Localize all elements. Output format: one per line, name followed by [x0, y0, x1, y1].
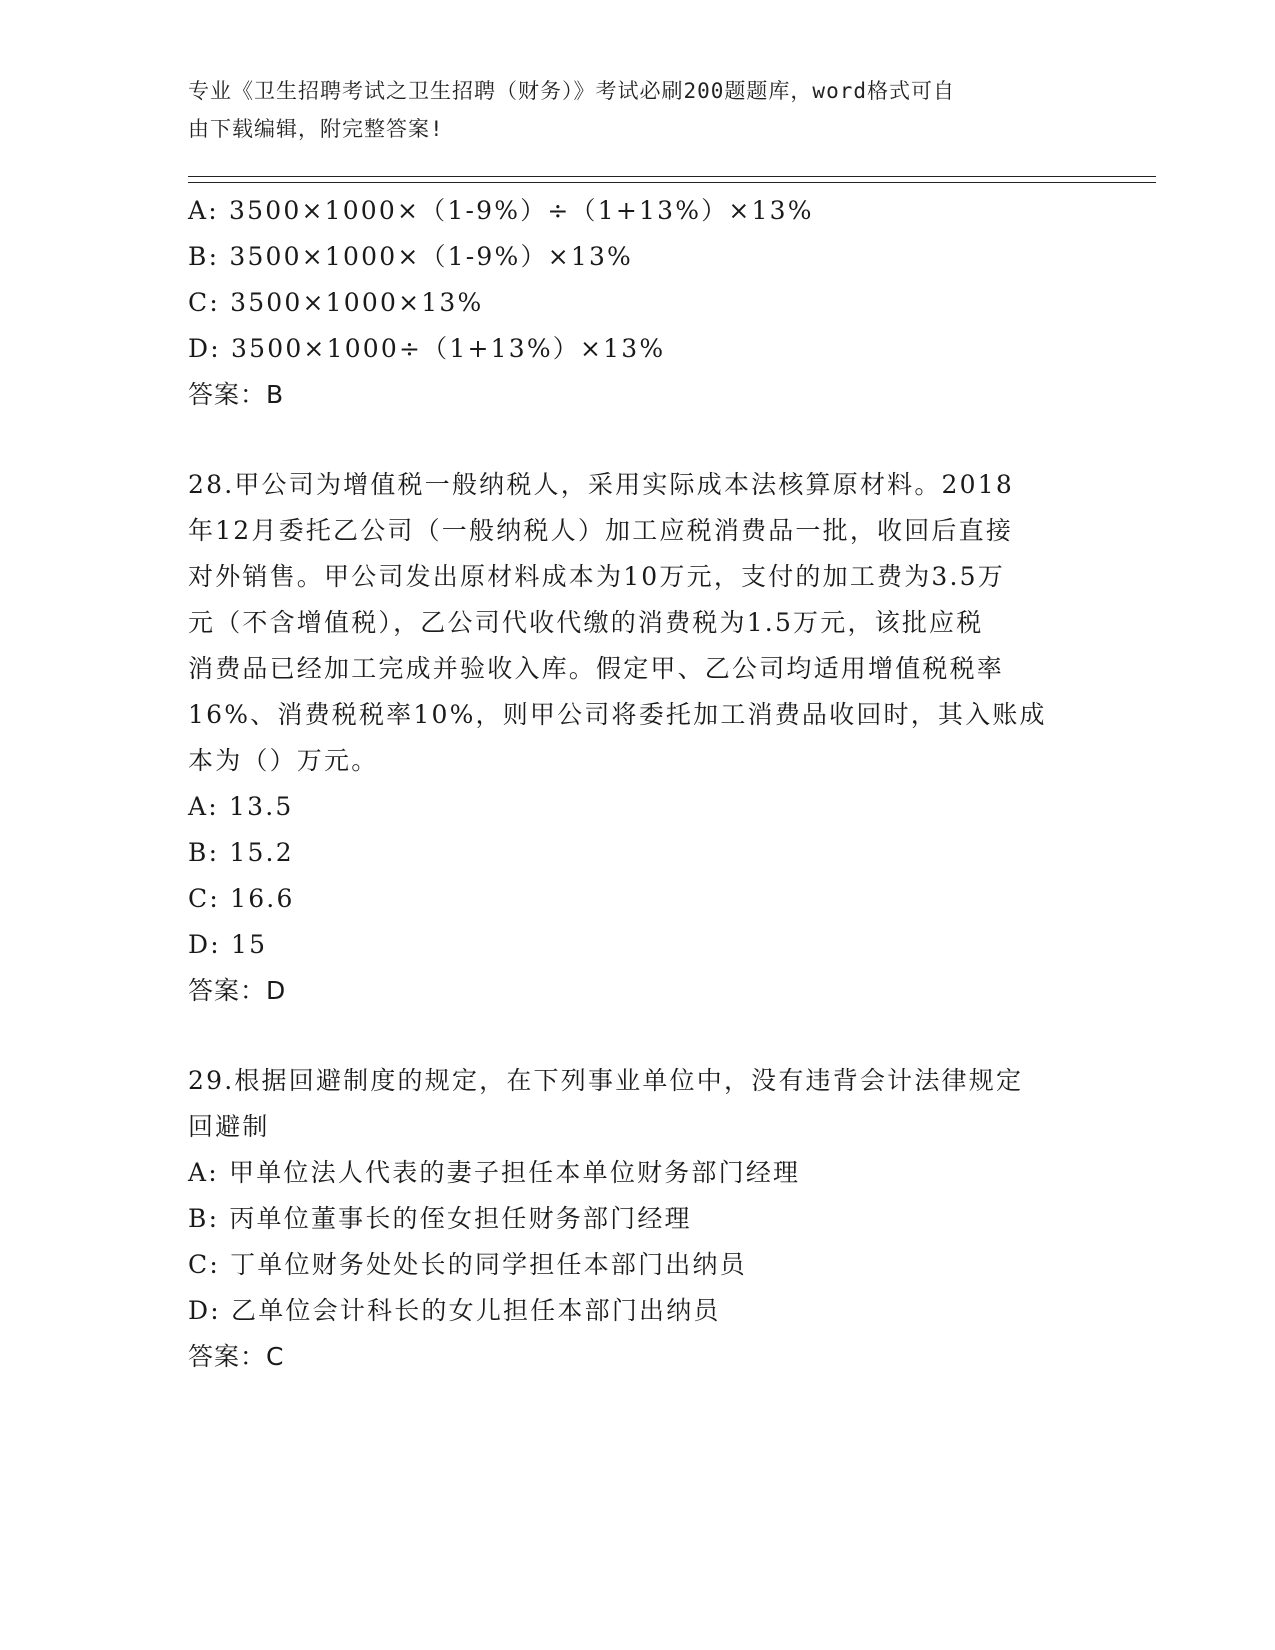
- spacer: [188, 418, 1088, 462]
- q28-option-d: D: 15: [188, 930, 268, 959]
- q28-stem-line: 28.甲公司为增值税一般纳税人，采用实际成本法核算原材料。2018: [188, 470, 1014, 499]
- q27-answer: 答案：B: [188, 380, 285, 409]
- q29-option-b: B: 丙单位董事长的侄女担任财务部门经理: [188, 1204, 692, 1233]
- header-divider-bottom: [188, 182, 1156, 183]
- header-divider-top: [188, 176, 1156, 177]
- q28-stem-line: 元（不含增值税），乙公司代收代缴的消费税为1.5万元，该批应税: [188, 608, 984, 637]
- q29-option-c: C: 丁单位财务处处长的同学担任本部门出纳员: [188, 1250, 747, 1279]
- q28-stem-line: 16%、消费税税率10%，则甲公司将委托加工消费品收回时，其入账成: [188, 700, 1047, 729]
- q27-option-c: C: 3500×1000×13%: [188, 288, 484, 317]
- q28-stem-line: 年12月委托乙公司（一般纳税人）加工应税消费品一批，收回后直接: [188, 516, 1014, 545]
- header-line-1: 专业《卫生招聘考试之卫生招聘（财务）》考试必刷200题题库，word格式可自: [188, 79, 955, 103]
- q29-option-a: A: 甲单位法人代表的妻子担任本单位财务部门经理: [188, 1158, 801, 1187]
- q28-stem-line: 对外销售。甲公司发出原材料成本为10万元，支付的加工费为3.5万: [188, 562, 1005, 591]
- question-29-block: [188, 1058, 1088, 1380]
- q29-option-d: D: 乙单位会计科长的女儿担任本部门出纳员: [188, 1296, 721, 1325]
- q28-stem-line: 消费品已经加工完成并验收入库。假定甲、乙公司均适用增值税税率: [188, 654, 1005, 683]
- q28-option-c: C: 16.6: [188, 884, 295, 913]
- header-line-2: 由下载编辑，附完整答案!: [188, 117, 444, 141]
- q28-option-a: A: 13.5: [188, 792, 294, 821]
- question-28-block: [188, 462, 1088, 1014]
- q27-option-b: B: 3500×1000×（1-9%）×13%: [188, 242, 634, 271]
- q29-stem-line: 29.根据回避制度的规定，在下列事业单位中，没有违背会计法律规定: [188, 1066, 1024, 1095]
- spacer: [188, 1014, 1088, 1058]
- q27-option-d: D: 3500×1000÷（1+13%）×13%: [188, 334, 666, 363]
- q28-stem-line: 本为（）万元。: [188, 746, 379, 775]
- q28-answer: 答案：D: [188, 976, 287, 1005]
- q29-stem-line: 回避制: [188, 1112, 270, 1141]
- q27-option-a: A: 3500×1000×（1-9%）÷（1+13%）×13%: [188, 196, 814, 225]
- document-body: [188, 188, 1088, 1380]
- question-27-block: [188, 188, 1088, 418]
- page-header: [188, 72, 1078, 148]
- q28-option-b: B: 15.2: [188, 838, 294, 867]
- q29-answer: 答案：C: [188, 1342, 285, 1371]
